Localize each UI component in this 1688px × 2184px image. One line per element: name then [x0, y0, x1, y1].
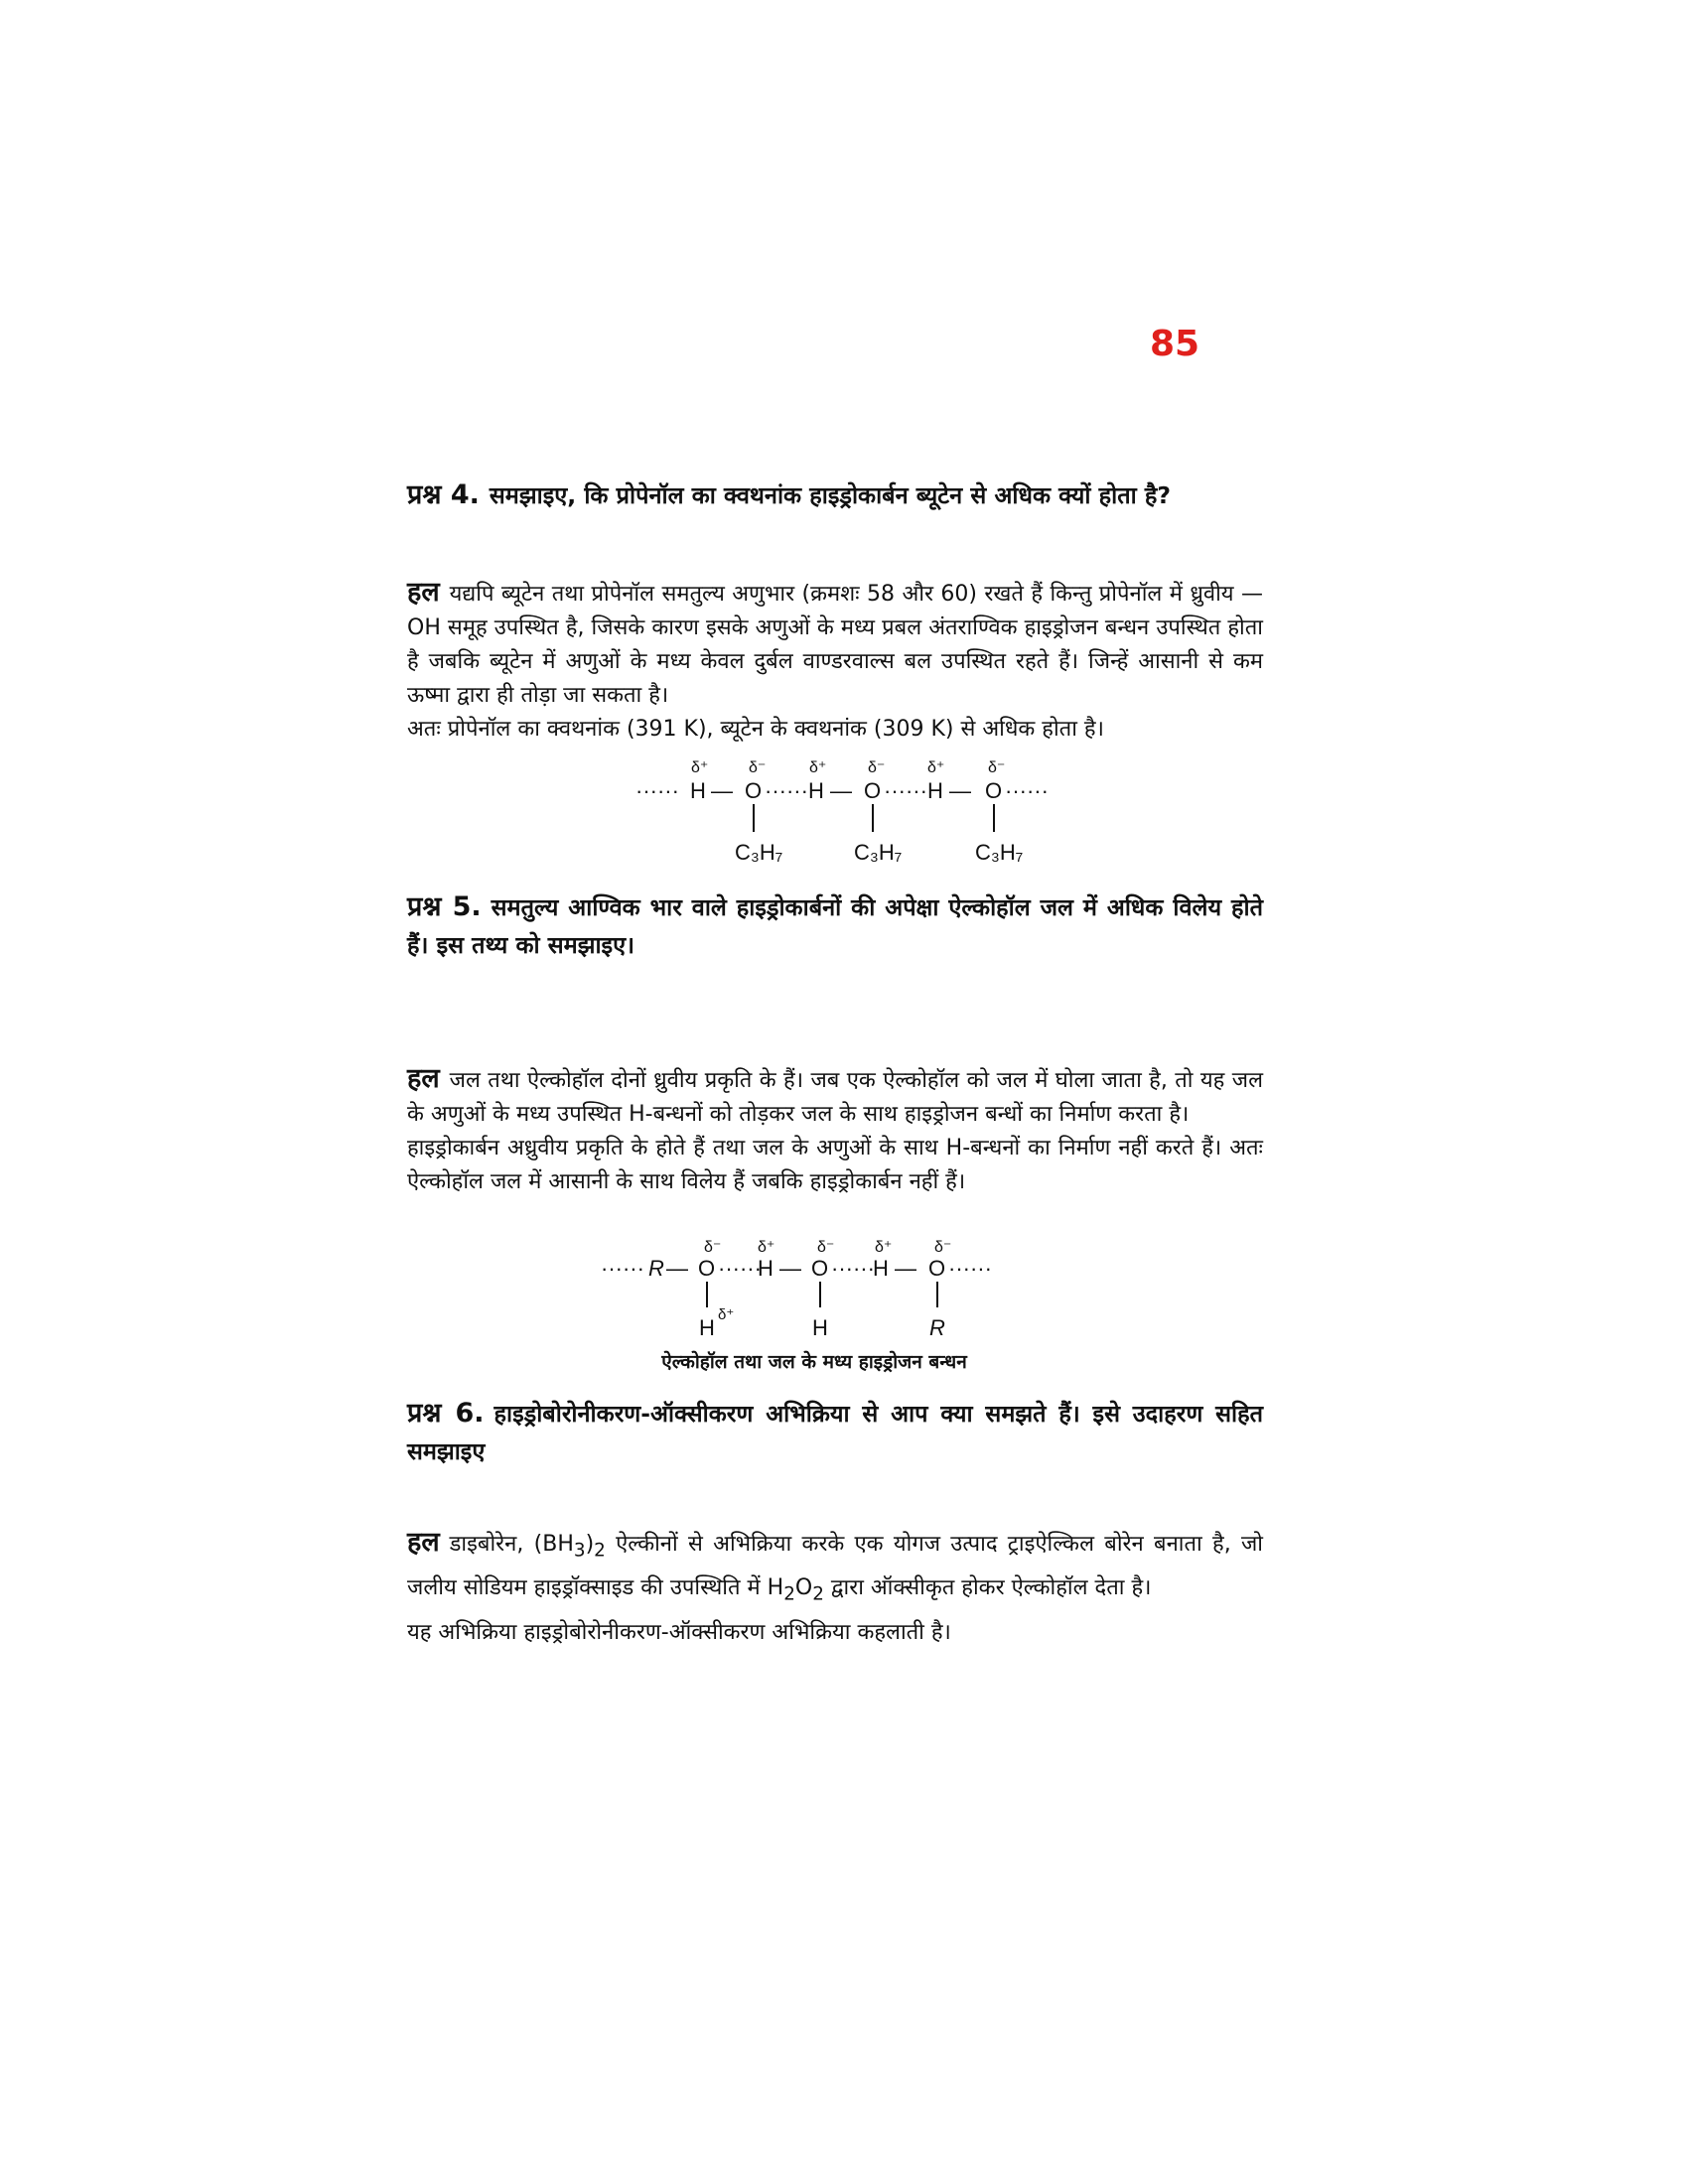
hydrogen-atom: H	[690, 778, 706, 803]
alcohol-water-hbond-diagram	[601, 1236, 1018, 1340]
oxygen-atom: O	[928, 1256, 946, 1281]
propyl-group: C₃H₇	[854, 840, 903, 865]
answer-text: डाइबोरेन, (BH	[449, 1532, 574, 1557]
delta-minus-label: δ⁻	[934, 1239, 952, 1256]
subscript: 2	[594, 1540, 606, 1562]
propyl-group: C₃H₇	[975, 840, 1024, 865]
hbond-dots: ······	[765, 778, 808, 803]
delta-minus-label: δ⁻	[817, 1239, 835, 1256]
delta-plus-label: δ⁺	[875, 1239, 893, 1256]
answer-text: ऐल्कीनों से अभिक्रिया करके एक योगज उत्पाद ट्राइऐल्किल बोरेन बनाता है, जो जलीय सोडियम हाइड्रॉक्साइड की उपस्थिति में H	[407, 1532, 1263, 1601]
propyl-group: C₃H₇	[735, 840, 783, 865]
delta-minus-label: δ⁻	[704, 1239, 722, 1256]
page-number: 85	[1150, 324, 1200, 364]
hbond-dots: ······	[635, 778, 679, 803]
delta-minus-label: δ⁻	[868, 759, 886, 776]
delta-plus-label: δ⁺	[718, 1306, 735, 1323]
figure-caption: ऐल्कोहॉल तथा जल के मध्य हाइड्रोजन बन्धन	[661, 1351, 967, 1373]
answer-label: हल	[407, 577, 440, 608]
hydrogen-atom: H	[699, 1315, 715, 1340]
delta-minus-label: δ⁻	[988, 759, 1006, 776]
question-5	[407, 888, 1263, 964]
hydrogen-atom: H	[927, 778, 943, 803]
answer-label: हल	[407, 1527, 440, 1558]
propanol-hbond-diagram	[635, 756, 1053, 874]
question-text: हाइड्रोबोरोनीकरण-ऑक्सीकरण अभिक्रिया से आप क्या समझते हैं। इसे उदाहरण सहित समझाइए	[407, 1400, 1263, 1465]
subscript: 3	[573, 1540, 586, 1562]
answer-4	[407, 576, 1263, 747]
hydrogen-atom: H	[873, 1256, 889, 1281]
alkyl-group: R	[648, 1256, 664, 1281]
hbond-dots: ······	[831, 1256, 875, 1281]
delta-plus-label: δ⁺	[758, 1239, 775, 1256]
question-4	[407, 477, 1263, 514]
delta-minus-label: δ⁻	[749, 759, 767, 776]
answer-6	[407, 1524, 1263, 1652]
subscript: 2	[783, 1583, 795, 1605]
answer-text: द्वारा ऑक्सीकृत होकर ऐल्कोहॉल देता है।	[823, 1575, 1152, 1601]
answer-text: O	[794, 1575, 813, 1601]
bond-dash: —	[779, 1256, 801, 1281]
hbond-dots: ······	[884, 778, 927, 803]
oxygen-atom: O	[698, 1256, 716, 1281]
delta-plus-label: δ⁺	[927, 759, 945, 776]
answer-paragraph: हाइड्रोकार्बन अध्रुवीय प्रकृति के होते हैं तथा जल के अणुओं के साथ H-बन्धनों का निर्माण नहीं करते हैं। अतः ऐल्कोहॉल जल में आसानी के साथ विलेय हैं जबकि हाइड्रोकार्बन नहीं हैं।	[407, 1136, 1263, 1194]
hbond-dots: ······	[948, 1256, 992, 1281]
bond-dash: —	[949, 778, 971, 803]
answer-5	[407, 1062, 1263, 1199]
delta-plus-label: δ⁺	[691, 759, 709, 776]
hbond-dots: ······	[601, 1256, 644, 1281]
answer-text: जल तथा ऐल्कोहॉल दोनों ध्रुवीय प्रकृति के हैं। जब एक ऐल्कोहॉल को जल में घोला जाता है, तो यह जल के अणुओं के मध्य उपस्थित H-बन्धनों को तोड़कर जल के साथ हाइड्रोजन बन्धों का निर्माण करता है।	[407, 1068, 1263, 1127]
answer-text: )	[585, 1532, 595, 1557]
hbond-dots: ······	[718, 1256, 762, 1281]
delta-plus-label: δ⁺	[809, 759, 827, 776]
hbond-dots: ······	[1005, 778, 1049, 803]
hydrogen-atom: H	[758, 1256, 774, 1281]
hydrogen-atom: H	[808, 778, 824, 803]
question-label: प्रश्न 6.	[407, 1398, 485, 1429]
answer-paragraph	[407, 576, 1263, 713]
oxygen-atom: O	[864, 778, 882, 803]
answer-paragraph	[407, 1524, 1263, 1614]
question-text: समझाइए, कि प्रोपेनॉल का क्वथनांक हाइड्रोकार्बन ब्यूटेन से अधिक क्यों होता है?	[489, 481, 1171, 509]
bond-dash: —	[711, 778, 733, 803]
answer-text: यद्यपि ब्यूटेन तथा प्रोपेनॉल समतुल्य अणुभार (क्रमशः 58 और 60) रखते हैं किन्तु प्रोपेनॉल में ध्रुवीय —OH समूह उपस्थित है, जिसके कारण इसके अणुओं के मध्य प्रबल अंतराण्विक हाइड्रोजन बन्धन उपस्थित होता है जबकि ब्यूटेन में अणुओं के मध्य केवल दुर्बल वाण्डरवाल्स बल उपस्थित रहते हैं। जिन्हें आसानी से कम ऊष्मा द्वारा ही तोड़ा जा सकता है।	[407, 582, 1263, 708]
bond-dash: —	[830, 778, 852, 803]
answer-label: हल	[407, 1063, 440, 1094]
hydrogen-atom: H	[812, 1315, 828, 1340]
question-text: समतुल्य आण्विक भार वाले हाइड्रोकार्बनों की अपेक्षा ऐल्कोहॉल जल में अधिक विलेय होते हैं। इस तथ्य को समझाइए।	[407, 893, 1263, 959]
question-label: प्रश्न 5.	[407, 891, 482, 922]
oxygen-atom: O	[745, 778, 763, 803]
answer-paragraph	[407, 1062, 1263, 1132]
bond-dash: —	[895, 1256, 916, 1281]
answer-paragraph: यह अभिक्रिया हाइड्रोबोरोनीकरण-ऑक्सीकरण अभिक्रिया कहलाती है।	[407, 1619, 951, 1645]
oxygen-atom: O	[985, 778, 1003, 803]
question-label: प्रश्न 4.	[407, 479, 480, 510]
answer-conclusion: अतः प्रोपेनॉल का क्वथनांक (391 K), ब्यूटेन के क्वथनांक (309 K) से अधिक होता है।	[407, 717, 1104, 742]
bond-dash: —	[666, 1256, 688, 1281]
question-6	[407, 1395, 1263, 1470]
subscript: 2	[812, 1583, 824, 1605]
oxygen-atom: O	[811, 1256, 829, 1281]
alkyl-group: R	[929, 1315, 945, 1340]
